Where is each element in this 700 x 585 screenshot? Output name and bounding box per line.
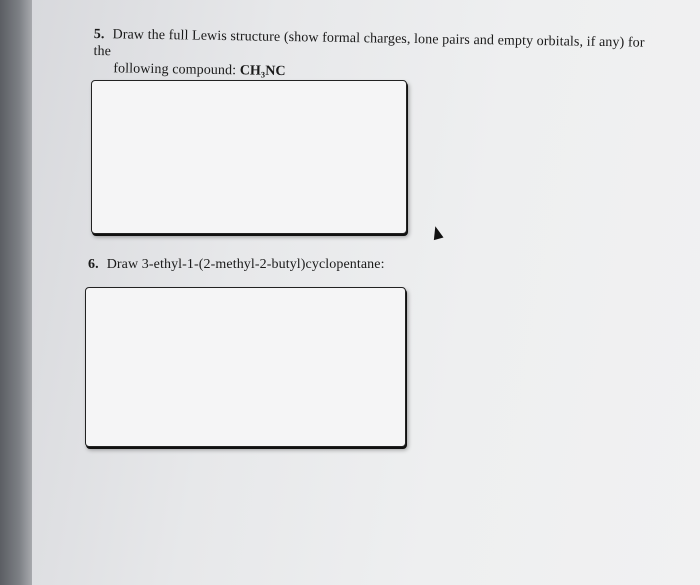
question-5-answer-box[interactable] — [91, 80, 407, 234]
question-6-number: 6. — [88, 257, 99, 272]
question-6 — [88, 256, 608, 273]
mouse-pointer-icon — [430, 225, 443, 240]
question-6-answer-box[interactable] — [85, 287, 406, 447]
question-5 — [93, 26, 664, 86]
question-5-formula: CH₃NC — [239, 63, 286, 80]
question-6-text: Draw 3-ethyl-1-(2-methyl-2-butyl)cyclopentane: — [106, 257, 385, 272]
question-5-number: 5. — [93, 26, 105, 43]
page-edge-shadow — [0, 0, 32, 585]
question-5-text-line2: following compound: — [113, 61, 240, 79]
question-5-text-line1: Draw the full Lewis structure (show formal charges, lone pairs and empty orbitals, if any) for the — [93, 27, 645, 60]
